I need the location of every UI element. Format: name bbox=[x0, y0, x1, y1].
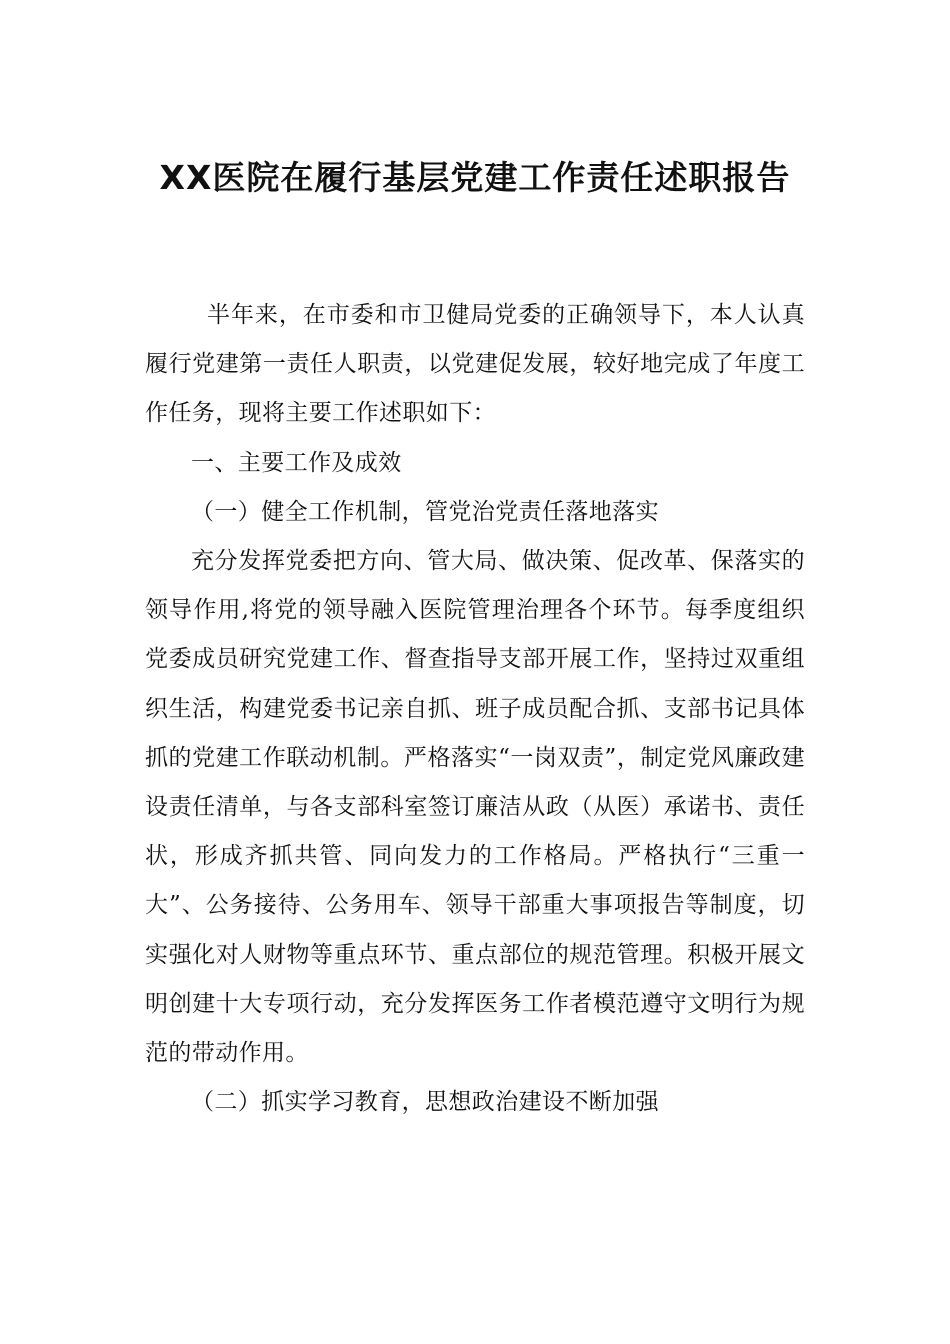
intro-paragraph: 半年来，在市委和市卫健局党委的正确领导下，本人认真履行党建第一责任人职责，以党建促发展，较好地完成了年度工作任务，现将主要工作述职如下： bbox=[145, 302, 805, 427]
section-heading: 一、主要工作及成效 bbox=[191, 449, 402, 476]
subsection-heading: （一）健全工作机制，管党治党责任落地落实 bbox=[191, 498, 659, 525]
document-title: XX医院在履行基层党建工作责任述职报告 bbox=[159, 158, 791, 197]
subsection-heading: （二）抓实学习教育，思想政治建设不断加强 bbox=[191, 1089, 659, 1116]
body-paragraph: 充分发挥党委把方向、管大局、做决策、促改革、保落实的领导作用,将党的领导融入医院管理治理各个环节。每季度组织党委成员研究党建工作、督查指导支部开展工作，坚持过双重组织生活，构建党委书记亲自抓、班子成员配合抓、支部书记具体抓的党建工作联动机制。严格落实“一岗双责”，制定党风廉政建设责任清单，与各支部科室签订廉洁从政（从医）承诺书、责任状，形成齐抓共管、同向发力的工作格局。严格执行“三重一大”、公务接待、公务用车、领导干部重大事项报告等制度，切实强化对人财物等重点环节、重点部位的规范管理。积极开展文明创建十大专项行动，充分发挥医务工作者模范遵守文明行为规范的带动作用。 bbox=[145, 548, 805, 1067]
document-body bbox=[145, 291, 805, 1127]
